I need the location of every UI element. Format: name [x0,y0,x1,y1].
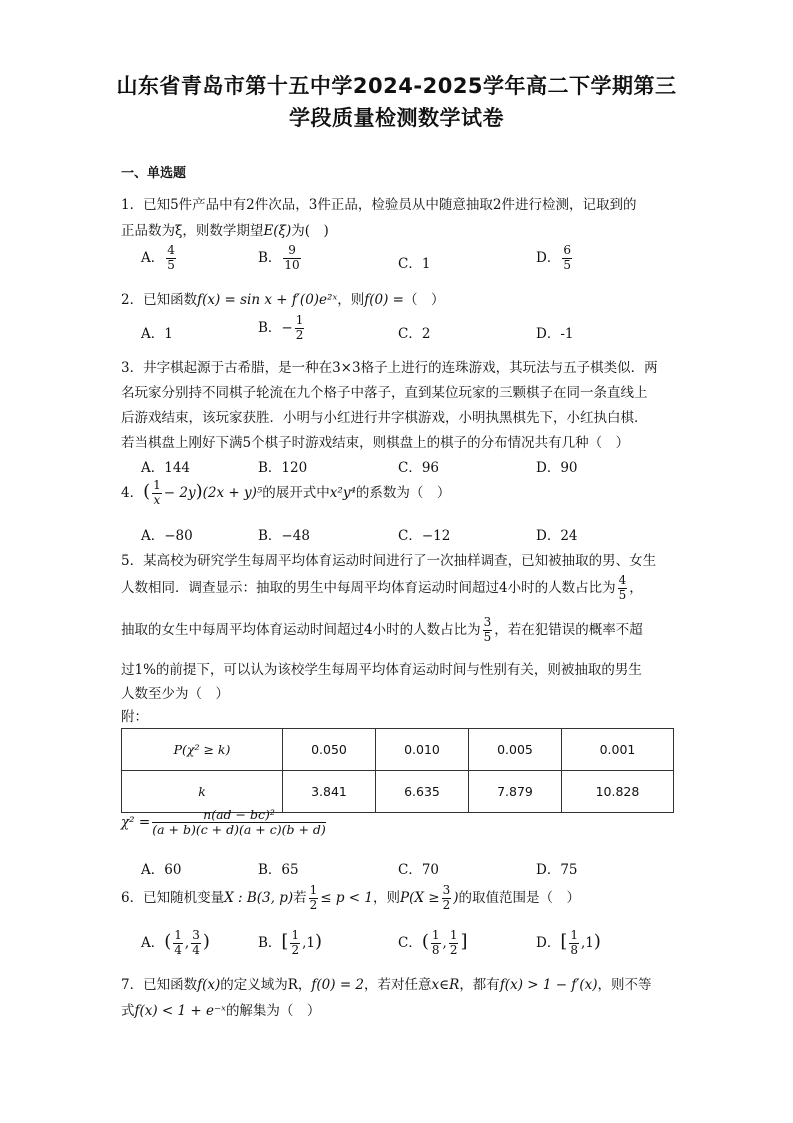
table-cell: 6.635 [375,771,468,813]
q5-stem-line2: 人数相同．调查显示：抽取的男生中每周平均体育运动时间超过4小时的人数占比为 $\frac{4}{5}$ ， [121,573,643,602]
q6-option-a[interactable]: A．( $\frac{1}{4}$ , $\frac{3}{4}$ ) [141,928,210,957]
exam-title-line1: 山东省青岛市第十五中学2024-2025学年高二下学期第三 [116,74,677,98]
table-cell: 7.879 [468,771,561,813]
q4-stem: 4．( $\frac{1}{x} - 2y)(2x + y)^5$的展开式中x²y⁴的系数为（ ） [121,478,451,507]
q4-option-a[interactable]: A．−80 [141,528,193,544]
q2-option-a[interactable]: A．1 [141,326,173,342]
table-head-cell: P(χ² ≥ k) [122,729,283,771]
section-heading: 一、单选题 [121,166,187,181]
q1-option-c[interactable]: C．1 [398,256,431,272]
q4-option-d[interactable]: D．24 [536,528,578,544]
q3-option-a[interactable]: A．144 [141,460,191,476]
table-cell: 0.005 [468,729,561,771]
q5-stem-line1: 5．某高校为研究学生每周平均体育运动时间进行了一次抽样调查，已知被抽取的男、女生 [121,553,657,569]
q2-option-d[interactable]: D．-1 [536,326,574,342]
q5-option-d[interactable]: D．75 [536,862,578,878]
q4-option-b[interactable]: B．−48 [258,528,310,544]
q6-option-c[interactable]: C．( $\frac{1}{8}$ , $\frac{1}{2}$ ] [398,928,468,957]
q5-option-c[interactable]: C．70 [398,862,440,878]
table-head-cell: k [122,771,283,813]
q2-option-b[interactable]: B．− $\frac{1}{2}$ [258,313,304,342]
q2-stem: 2．已知函数f(x) = sin x + f′(0)e²ˣ，则f(0) =（ ） [121,292,445,308]
q5-stem-line5: 人数至少为（ ） [121,686,229,702]
table-cell: 0.010 [375,729,468,771]
q3-stem-line3: 后游戏结束，该玩家获胜．小明与小红进行井字棋游戏，小明执黑棋先下，小红执白棋． [121,410,648,426]
q7-stem-line2: 式f(x) < 1 + e⁻ˣ的解集为（ ） [121,1003,321,1019]
q1-option-a[interactable]: A． $\frac{4}{5}$ [141,243,175,272]
q3-stem-line1: 3．井字棋起源于古希腊，是一种在3×3格子上进行的连珠游戏，其玩法与五子棋类似．两 [121,360,658,376]
table-row [122,729,674,771]
q2-option-c[interactable]: C．2 [398,326,431,342]
table-cell: 10.828 [561,771,673,813]
q1-option-d[interactable]: D． $\frac{6}{5}$ [536,243,571,272]
chi-square-formula: χ² = $\frac{\text{n(ad − bc)²}}{(a + b)(c + d)(a + c)(b + d)}$ [121,807,326,838]
q1-stem-line1: 1．已知5件产品中有2件次品，3件正品，检验员从中随意抽取2件进行检测，记取到的 [121,197,637,213]
q4-option-c[interactable]: C．−12 [398,528,451,544]
q5-stem-line4: 过1%的前提下，可以认为该校学生每周平均体育运动时间与性别有关，则被抽取的男生 [121,662,642,678]
q3-stem-line2: 名玩家分别持不同棋子轮流在九个格子中落子，直到某位玩家的三颗棋子在同一条直线上 [121,385,648,401]
table-cell: 0.001 [561,729,673,771]
q5-stem-line3: 抽取的女生中每周平均体育运动时间超过4小时的人数占比为 $\frac{3}{5}$ ，若在犯错误的概率不超 [121,615,643,644]
q1-option-b[interactable]: B． $\frac{9}{10}$ [258,243,300,272]
q1-stem-line2: 正品数为ξ，则数学期望E(ξ)为( ) [121,223,329,239]
q5-option-a[interactable]: A．60 [141,862,182,878]
q6-stem: 6．已知随机变量X : B(3, p)若 $\frac{1}{2}$ ≤ p < 1，则P(X ≥ $\frac{3}{2}$ )的取值范围是（ ） [121,883,580,912]
q6-option-d[interactable]: D．[ $\frac{1}{8}$ ,1) [536,928,601,957]
q6-option-b[interactable]: B．[ $\frac{1}{2}$ ,1) [258,928,323,957]
chi-square-table [121,728,674,813]
q3-option-c[interactable]: C．96 [398,460,440,476]
table-cell: 3.841 [283,771,376,813]
table-cell: 0.050 [283,729,376,771]
q5-attach-label: 附： [121,709,148,725]
q3-option-d[interactable]: D．90 [536,460,578,476]
q5-option-b[interactable]: B．65 [258,862,299,878]
q7-stem-line1: 7．已知函数f(x)的定义域为R，f(0) = 2，若对任意x∈R，都有f(x) > 1 − f′(x)，则不等 [121,977,652,993]
q3-stem-line4: 若当棋盘上刚好下满5个棋子时游戏结束，则棋盘上的棋子的分布情况共有几种（ ） [121,435,630,451]
exam-title-line2: 学段质量检测数学试卷 [289,106,504,130]
q3-option-b[interactable]: B．120 [258,460,308,476]
